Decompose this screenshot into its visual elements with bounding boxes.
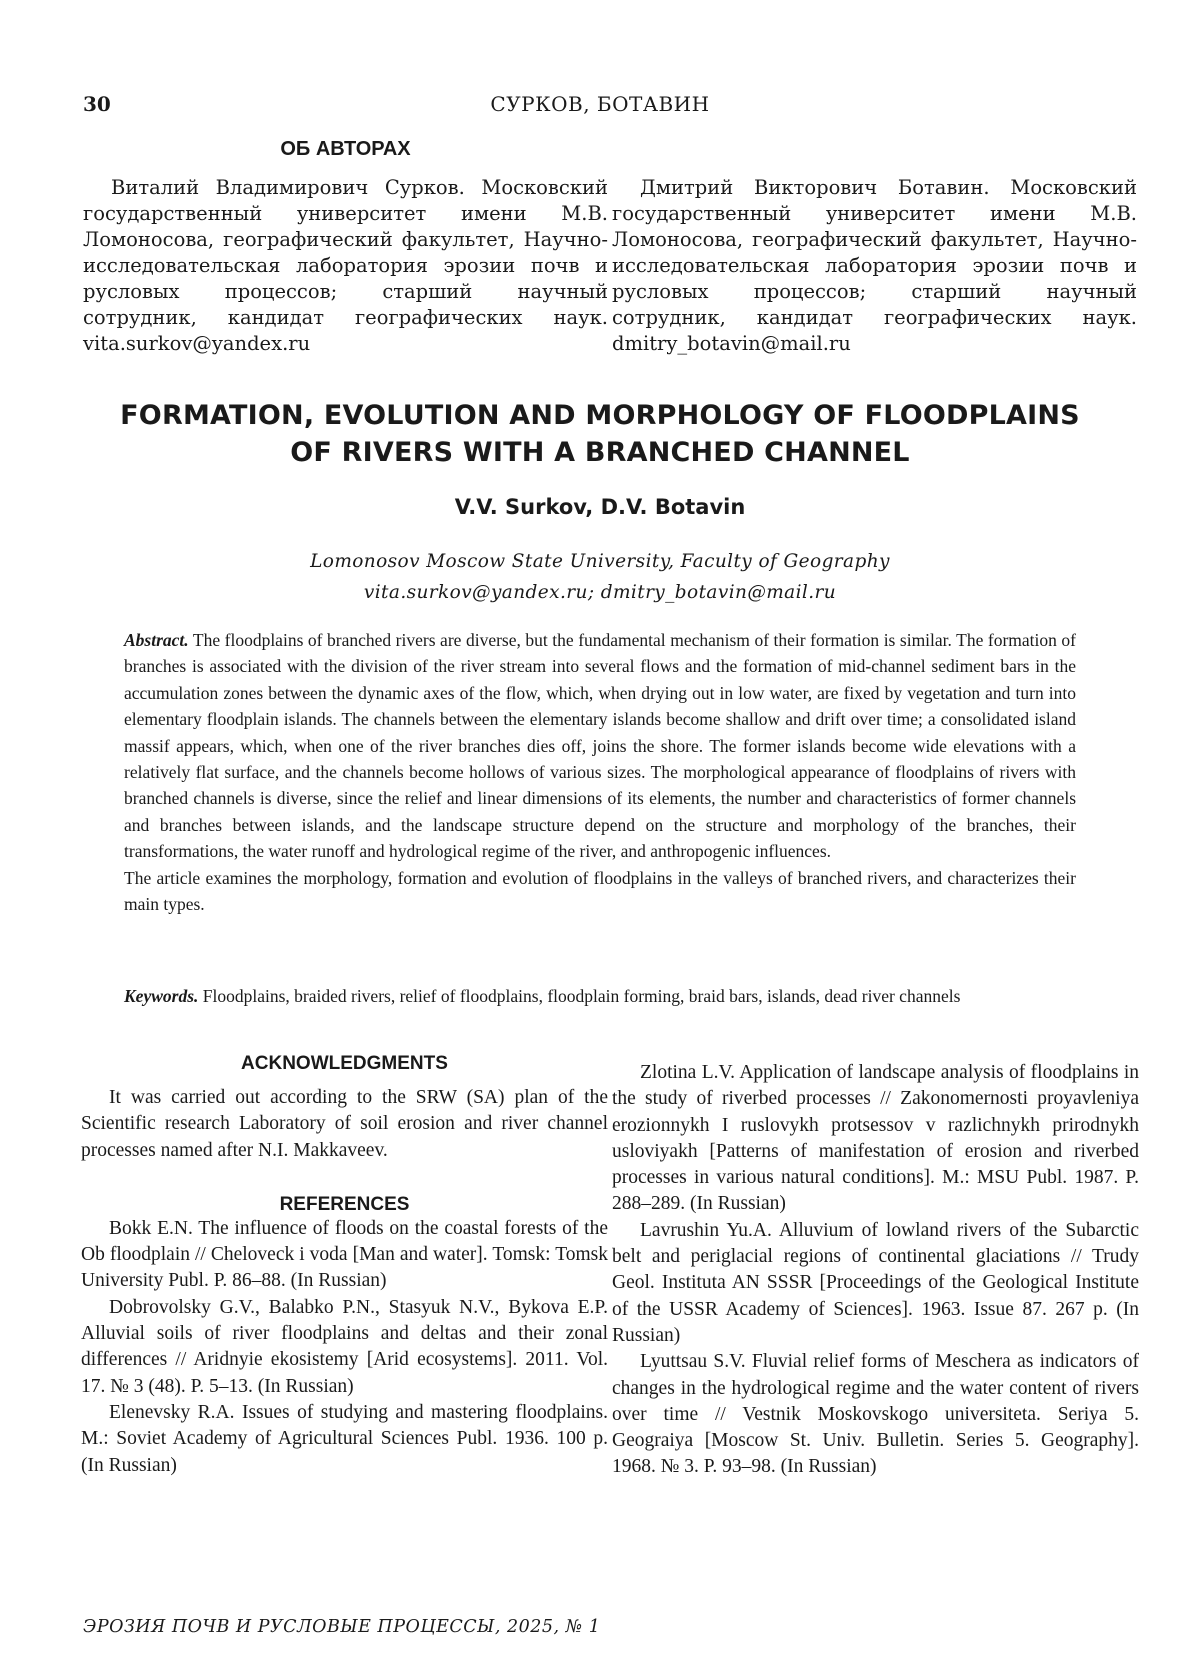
abstract-label: Abstract.: [124, 630, 189, 650]
author-emails: vita.surkov@yandex.ru; dmitry_botavin@mail.ru: [363, 582, 837, 603]
running-head: СУРКОВ, БОТАВИН: [490, 92, 710, 116]
article-title-line: OF RIVERS WITH A BRANCHED CHANNEL: [290, 437, 910, 468]
left-column: [81, 1053, 608, 1479]
article-title-line: FORMATION, EVOLUTION AND MORPHOLOGY OF FLOODPLAINS: [120, 400, 1080, 431]
keywords-label: Keywords.: [124, 986, 199, 1006]
acknowledgments-body: [81, 1085, 608, 1164]
abstract: [124, 627, 1076, 917]
abstract-paragraph: [124, 627, 1076, 865]
reference-item: Lavrushin Yu.A. Alluvium of lowland rivers of the Subarctic belt and periglacial regions of continental glaciations // Trudy Geol. Instituta AN SSSR [Proceedings of the Geological Institute of the USSR Academy of Sciences]. 1963. Issue 87. 267 p. (In Russian): [612, 1219, 1139, 1346]
reference-list-right: [612, 1060, 1139, 1481]
keywords-text: Floodplains, braided rivers, relief of floodplains, floodplain forming, braid bars, islands, dead river channels: [202, 986, 961, 1006]
article-authors: V.V. Surkov, D.V. Botavin: [454, 495, 746, 519]
reference-item: Bokk E.N. The influence of floods on the coastal forests of the Ob floodplain // Cheloveck i voda [Man and water]. Tomsk: Tomsk University Publ. P. 86–88. (In Russian): [81, 1217, 608, 1292]
abstract-text: The floodplains of branched rivers are diverse, but the fundamental mechanism of their formation is similar. The formation of branches is associated with the division of the river stream into several flows and the formation of mid-channel sediment bars in the accumulation zones between the dynamic axes of the flow, which, when drying out in low water, are fixed by vegetation and turn into elementary floodplain islands. The channels between the elementary islands become shallow and drift over time; a consolidated island massif appears, which, when one of the river branches dies off, joins the shore. The former islands become wide elevations with a relatively flat surface, and the channels become hollows of various sizes. The morphological appearance of floodplains of rivers with branched channels is diverse, since the relief and linear dimensions of its elements, the number and characteristics of former channels and branches between islands, and the landscape structure depend on the structure and morphology of the branches, their transformations, the water runoff and hydrological regime of the river, and anthropogenic influences.: [124, 630, 1076, 862]
affiliation-block: [0, 546, 1200, 608]
author-bio-left: [83, 175, 608, 357]
reference-item: Dobrovolsky G.V., Balabko P.N., Stasyuk N.V., Bykova E.P. Alluvial soils of river floodplains and deltas and their zonal differences // Aridnyie ekosistemy [Arid ecosystems]. 2011. Vol. 17. № 3 (48). P. 5–13. (In Russian): [81, 1296, 608, 1397]
reference-list-left: [81, 1216, 608, 1479]
journal-footer: ЭРОЗИЯ ПОЧВ И РУСЛОВЫЕ ПРОЦЕССЫ, 2025, № 1: [83, 1617, 601, 1637]
author-bio-text: Виталий Владимирович Сурков. Московский государственный университет имени М.В. Ломоносова, географический факультет, Научно-исследовательская лаборатория эрозии почв и русловых процессов; старший научный сотрудник, кандидат географических наук. vita.surkov@yandex.ru: [83, 176, 608, 355]
acknowledgments-text: It was carried out according to the SRW (SA) plan of the Scientific research Laboratory of soil erosion and river channel processes named after N.I. Makkaveev.: [81, 1087, 608, 1161]
abstract-paragraph: The article examines the morphology, formation and evolution of floodplains in the valleys of branched rivers, and characterizes their main types.: [124, 867, 1076, 915]
references-heading: REFERENCES: [279, 1193, 410, 1215]
article-title: [60, 397, 1140, 471]
reference-item: Lyuttsau S.V. Fluvial relief forms of Meschera as indicators of changes in the hydrological regime and the water content of rivers over time // Vestnik Moskovskogo universiteta. Seriya 5. Geograiya [Moscow St. Univ. Bulletin. Series 5. Geography]. 1968. № 3. P. 93–98. (In Russian): [612, 1351, 1139, 1478]
affiliation: Lomonosov Moscow State University, Faculty of Geography: [310, 551, 890, 572]
keywords: [124, 983, 1076, 1009]
author-bio-right: [612, 175, 1137, 357]
page-number: 30: [83, 92, 111, 116]
acknowledgments-heading: ACKNOWLEDGMENTS: [241, 1053, 448, 1074]
about-authors-heading: ОБ АВТОРАХ: [280, 138, 411, 160]
reference-item: Zlotina L.V. Application of landscape analysis of floodplains in the study of riverbed processes // Zakonomernosti proyavleniya erozionnykh I ruslovykh protsessov v razlichnykh prirodnykh usloviyakh [Patterns of manifestation of erosion and riverbed processes in various natural conditions]. M.: MSU Publ. 1987. P. 288–289. (In Russian): [612, 1062, 1139, 1215]
author-bio-text: Дмитрий Викторович Ботавин. Московский государственный университет имени М.В. Ломоносова, географический факультет, Научно-исследовательская лаборатория эрозии почв и русловых процессов; старший научный сотрудник, кандидат географических наук. dmitry_botavin@mail.ru: [612, 176, 1137, 355]
reference-item: Elenevsky R.A. Issues of studying and mastering floodplains. M.: Soviet Academy of Agricultural Sciences Publ. 1936. 100 p. (In Russian): [81, 1401, 608, 1476]
right-column: [612, 1060, 1139, 1481]
